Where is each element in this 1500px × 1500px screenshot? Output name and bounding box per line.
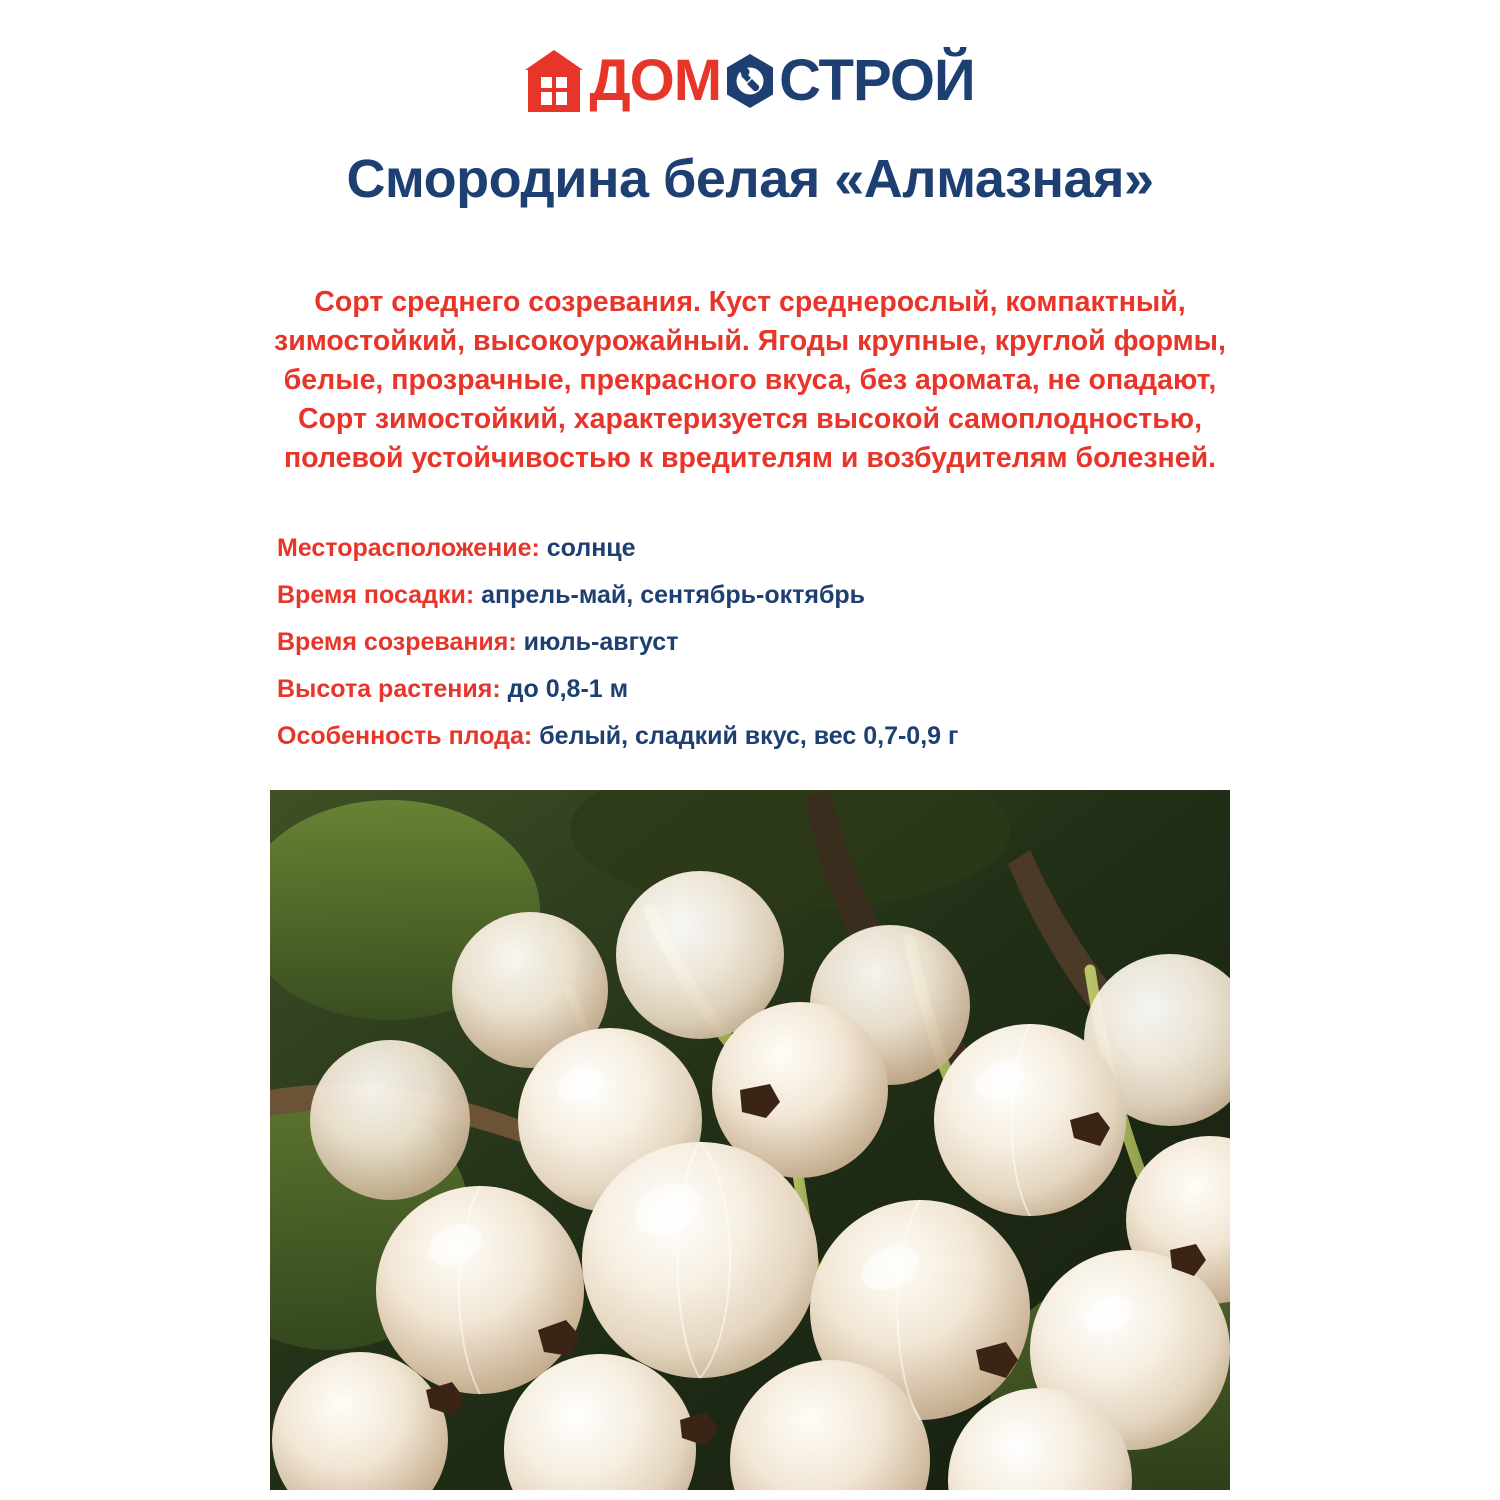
spec-label: Месторасположение:	[277, 534, 540, 562]
logo-text-stroy: СТРОЙ	[779, 48, 975, 113]
white-currant-photo-illustration	[270, 790, 1230, 1490]
spec-label: Время посадки:	[277, 581, 475, 609]
product-photo	[270, 790, 1230, 1490]
product-description: Сорт среднего созревания. Куст среднерослый, компактный, зимостойкий, высокоурожайный. Ягоды крупные, круглой формы, белые, прозрачные, прекрасного вкуса, без аромата, не опадают, Сорт зимостойкий, характеризуется высокой самоплодностью, полевой устойчивостью к вредителям и возбудителям болезней.	[274, 286, 1226, 475]
hexagon-wrench-icon	[721, 52, 779, 110]
spec-label: Особенность плода:	[277, 722, 533, 750]
spec-value: апрель-май, сентябрь-октябрь	[481, 581, 866, 609]
house-icon	[525, 50, 583, 112]
spec-label: Время созревания:	[277, 628, 517, 656]
logo-text-dom: ДОМ	[589, 48, 722, 113]
spec-row	[277, 583, 1277, 608]
spec-value: до 0,8-1 м	[507, 675, 629, 703]
logo-wordmark	[589, 48, 975, 113]
spec-value: июль-август	[523, 628, 679, 656]
spec-row	[277, 536, 1277, 561]
spec-row	[277, 677, 1277, 702]
spec-value: солнце	[546, 534, 636, 562]
page-title: Смородина белая «Алмазная»	[346, 149, 1154, 209]
logo-lockup	[525, 50, 974, 112]
spec-label: Высота растения:	[277, 675, 501, 703]
specifications-list	[277, 536, 1277, 771]
brand-logo	[0, 50, 1500, 112]
spec-value: белый, сладкий вкус, вес 0,7-0,9 г	[539, 722, 959, 750]
spec-row	[277, 724, 1277, 749]
spec-row	[277, 630, 1277, 655]
